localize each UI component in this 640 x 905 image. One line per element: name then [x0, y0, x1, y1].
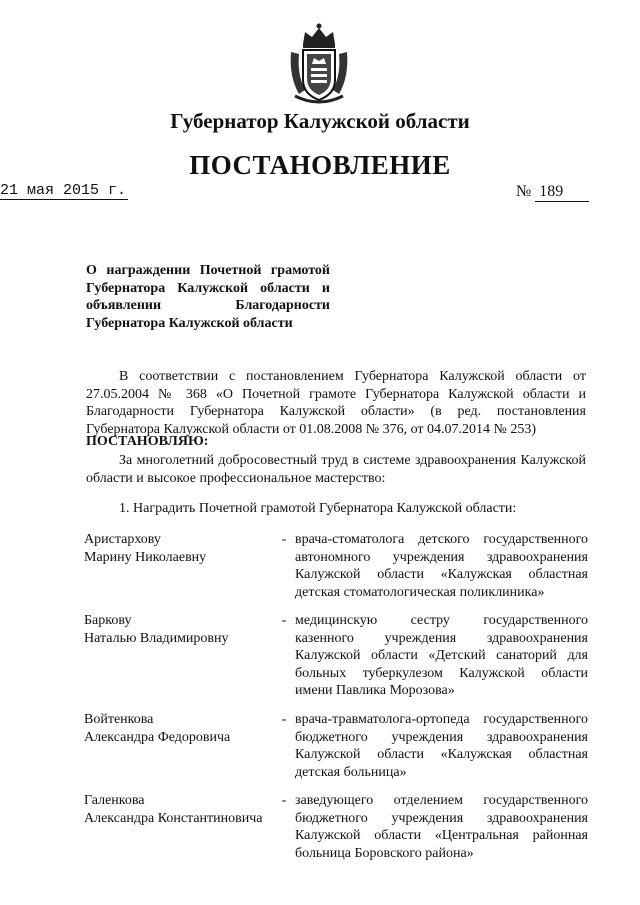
document-subject: О награждении Почетной грамотой Губернатора Калужской области и объявлении Благодарности Губернатора Калужской области: [86, 263, 330, 331]
number-value: 189: [535, 183, 589, 202]
awardee-position: врача-травматолога-ортопеда государственного бюджетного учреждения здравоохранения Калужской области «Калужская областная детская больница»: [295, 712, 588, 780]
document-date: 21 мая 2015 г.: [0, 182, 127, 199]
issuing-authority: Губернатор Калужской области: [170, 109, 470, 133]
awardee-surname: Галенкова: [84, 793, 145, 808]
document-type-title: ПОСТАНОВЛЕНИЕ: [189, 150, 451, 180]
coat-of-arms-icon: [285, 22, 353, 104]
decree-word: ПОСТАНОВЛЯЮ:: [86, 434, 209, 449]
awardee-position: врача-стоматолога детского государственного автономного учреждения здравоохранения Калужской области «Калужская областная детская стоматологическая поликлиника»: [295, 532, 588, 600]
entry-dash: -: [281, 613, 287, 628]
awardee-name: [84, 612, 274, 647]
awardee-position: медицинскую сестру государственного казенного учреждения здравоохранения Калужской области «Детский санаторий для больных туберкулезом Калужской области имени Павлика Морозова»: [295, 613, 588, 698]
awardee-name: [84, 792, 274, 827]
clause-1: 1. Наградить Почетной грамотой Губернатора Калужской области:: [119, 501, 517, 516]
reason-paragraph: За многолетний добросовестный труд в системе здравоохранения Калужской области и высокое профессиональное мастерство:: [86, 453, 586, 486]
document-number: [516, 183, 600, 202]
legal-basis-paragraph: В соответствии с постановлением Губернатора Калужской области от 27.05.2004 № 368 «О Почетной грамоте Губернатора Калужской области и Благодарности Губернатора Калужской области» (в ред. постановления Губернатора Калужской области от 01.08.2008 № 376, от 04.07.2014 № 253): [86, 369, 586, 437]
entry-dash: -: [281, 712, 287, 727]
awardee-name: [84, 711, 274, 746]
awardee-given-names: Александра Федоровича: [84, 729, 231, 745]
awardee-name: [84, 531, 274, 566]
awardee-given-names: Марину Николаевну: [84, 549, 207, 565]
awardee-surname: Баркову: [84, 613, 132, 628]
awardee-position: заведующего отделением государственного бюджетного учреждения здравоохранения Калужской области «Центральная районная больница Боровского района»: [295, 793, 588, 861]
entry-dash: -: [281, 532, 287, 547]
number-sign: №: [516, 183, 532, 200]
awardee-given-names: Александра Константиновича: [84, 810, 263, 826]
entry-dash: -: [281, 793, 287, 808]
awardee-surname: Аристархову: [84, 532, 161, 547]
awardee-given-names: Наталью Владимировну: [84, 630, 229, 646]
awardee-surname: Войтенкова: [84, 712, 154, 727]
